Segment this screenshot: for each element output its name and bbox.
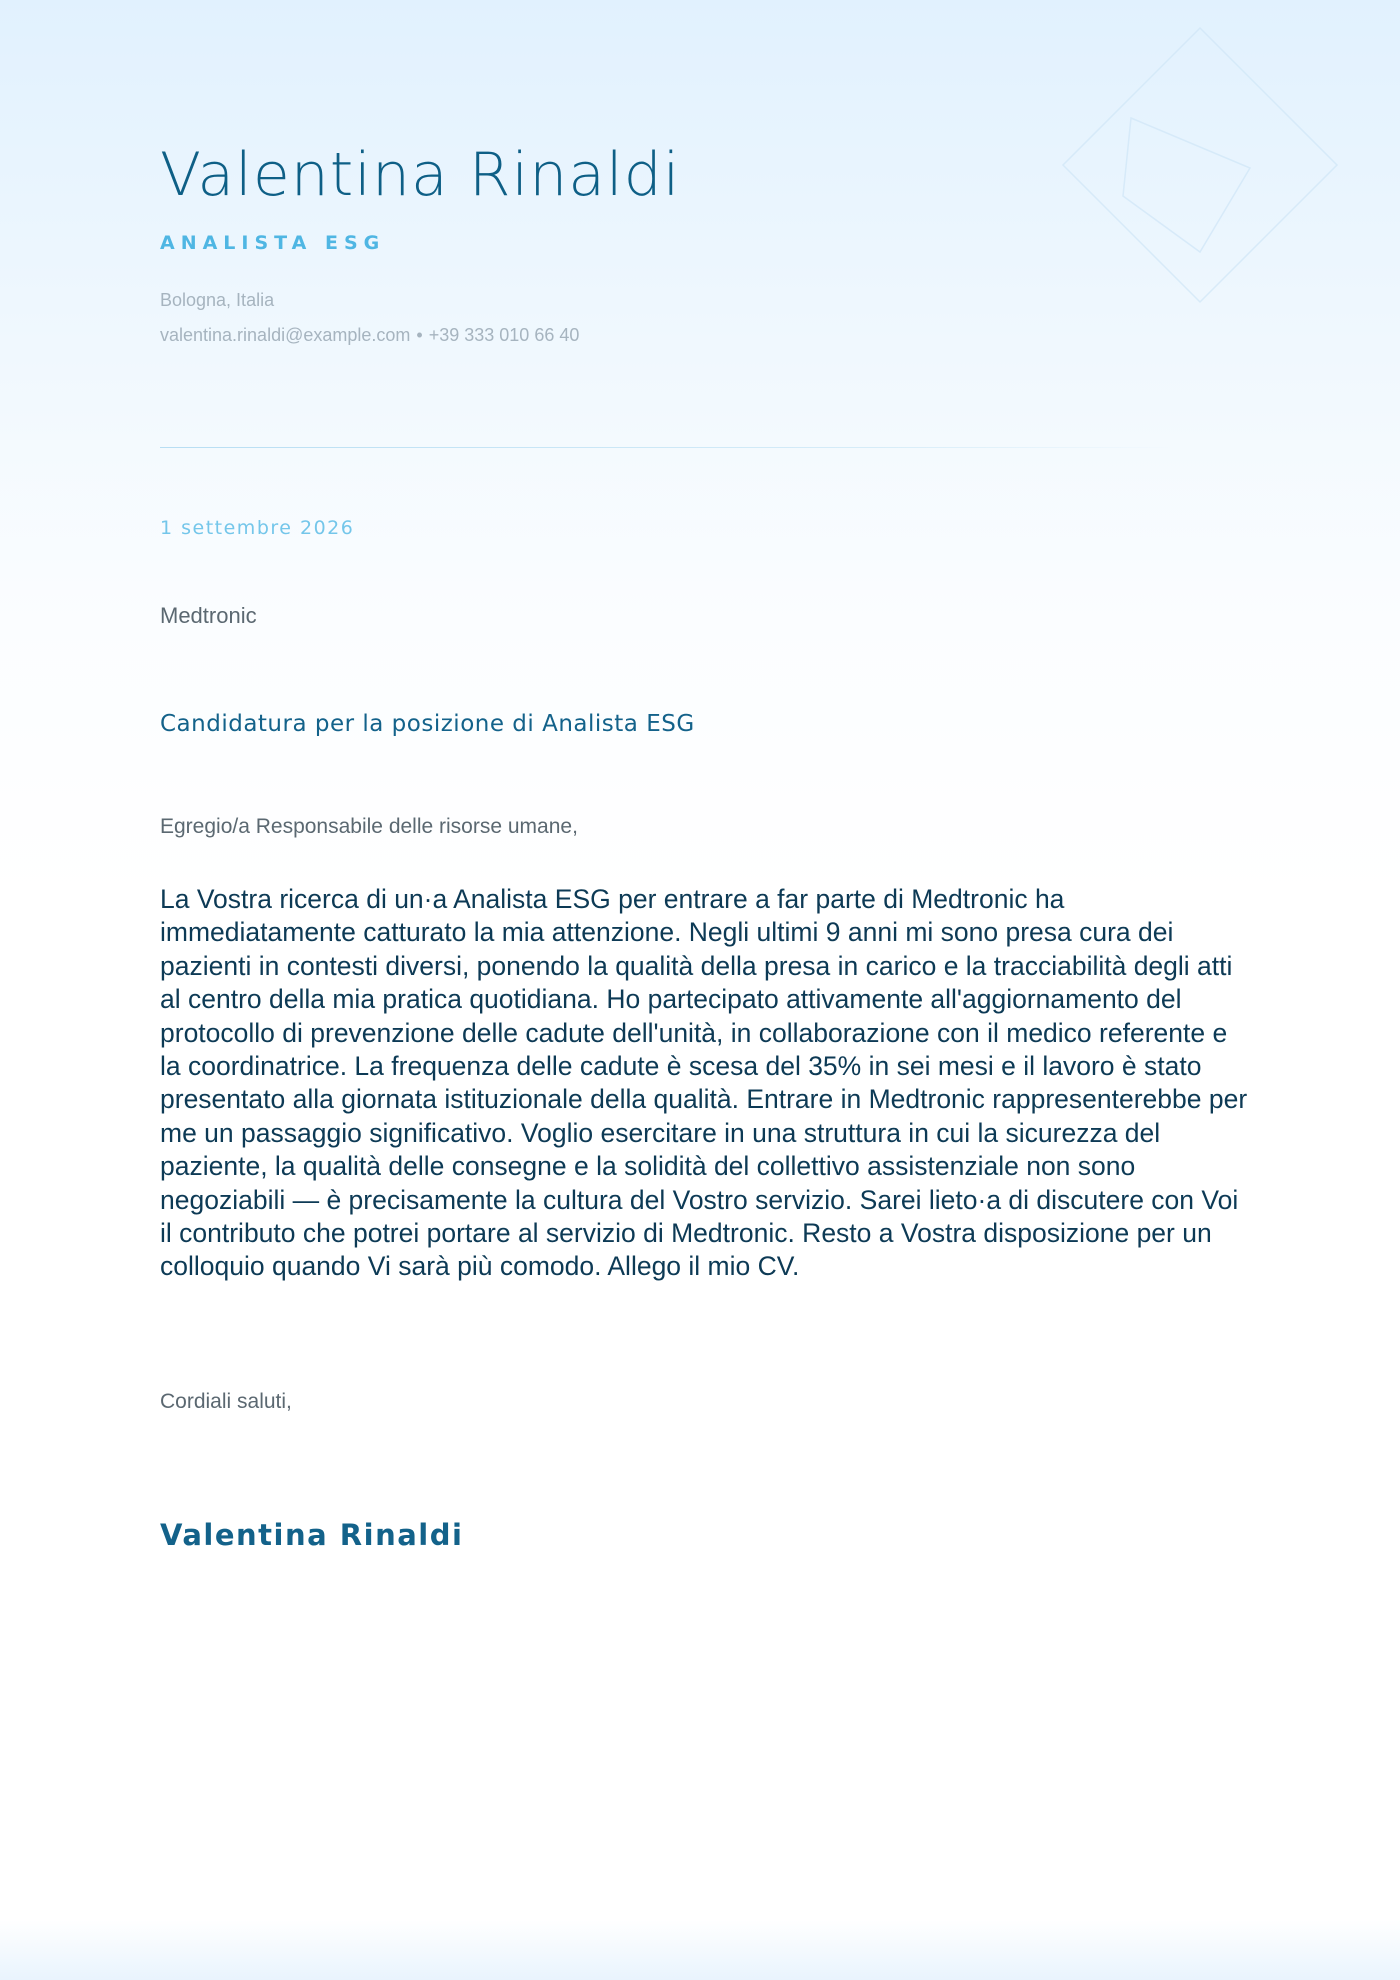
letter-date: 1 settembre 2026 [160, 517, 355, 539]
letter-salutation: Egregio/a Responsabile delle risorse umane, [160, 815, 578, 838]
contact-email[interactable]: valentina.rinaldi@example.com [160, 325, 411, 345]
contact-separator: • [416, 325, 423, 345]
header-name: Valentina Rinaldi [160, 140, 681, 210]
header-divider [160, 447, 1175, 448]
letter-closing: Cordiali saluti, [160, 1390, 292, 1413]
contact-phone[interactable]: +39 333 010 66 40 [428, 325, 580, 345]
letter-body: La Vostra ricerca di un·a Analista ESG per entrare a far parte di Medtronic ha immediatamente catturato la mia attenzione. Negli ultimi 9 anni mi sono presa cura dei pazienti in contesti diversi, ponendo la qualità della presa in carico e la tracciabilità degli atti al centro della mia pratica quotidiana. Ho partecipato attivamente all'aggiornamento del protocollo di prevenzione delle cadute dell'unità, in collaborazione con il medico referente e la coordinatrice. La frequenza delle cadute è scesa del 35% in sei mesi e il lavoro è stato presentato alla giornata istituzionale della qualità. Entrare in Medtronic rappresenterebbe per me un passaggio significativo. Voglio esercitare in una struttura in cui la sicurezza del paziente, la qualità delle consegne e la solidità del collettivo assistenziale non sono negoziabili — è precisamente la cultura del Vostro servizio. Sarei lieto·a di discutere con Voi il contributo che potrei portare al servizio di Medtronic. Resto a Vostra disposizione per un colloquio quando Vi sarà più comodo. Allego il mio CV. [160, 884, 1248, 1282]
signature: Valentina Rinaldi [160, 1518, 464, 1552]
contact-city: Bologna, Italia [160, 290, 275, 310]
job-title: ANALISTA ESG [160, 232, 386, 254]
letter-subject: Candidatura per la posizione di Analista ESG [160, 711, 695, 737]
diamond-decoration [1055, 20, 1345, 310]
letter-recipient: Medtronic [160, 603, 257, 628]
contact-line [160, 325, 579, 346]
